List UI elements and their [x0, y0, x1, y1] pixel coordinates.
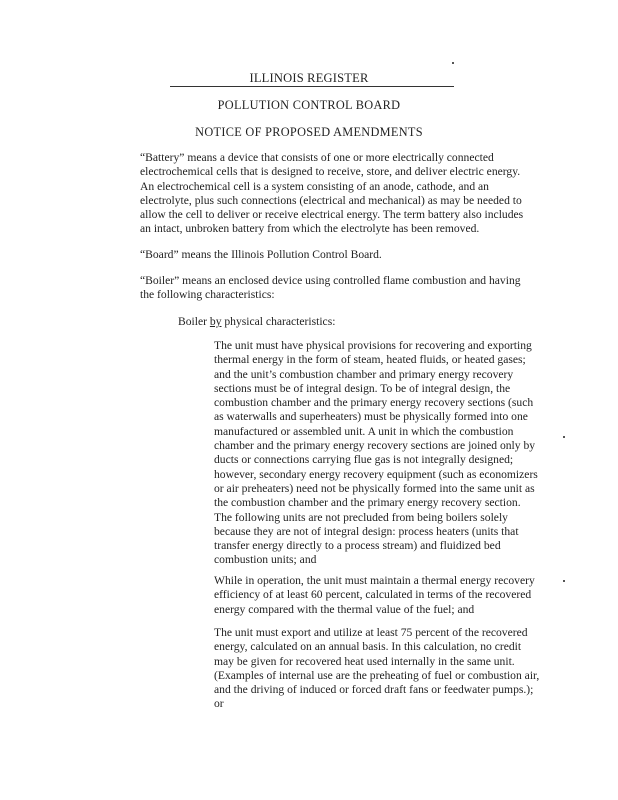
definition-boiler	[140, 274, 526, 303]
boiler-subheading-rest: physical characteristics:	[221, 315, 336, 328]
boiler-item-export	[214, 626, 540, 712]
definition-battery-text: “Battery” means a device that consists of one or more electrically connected electrochemical cells that is designed to receive, store, and deliver electric energy. An electrochemical cell is a system consisting of an anode, cathode, and an electrolyte, plus such connections (electrical and mechanical) as may be needed to allow the cell to deliver or receive electrical energy. The term battery also includes an intact, unbroken battery from which the electrolyte has been removed.	[140, 151, 524, 236]
scan-speck	[563, 436, 565, 438]
register-title: ILLINOIS REGISTER	[249, 71, 369, 85]
boiler-subheading-inserted-word: by	[209, 315, 222, 328]
scan-speck	[452, 62, 454, 64]
definition-board	[140, 248, 526, 262]
boiler-item-export-text: The unit must export and utilize at least 75 percent of the recovered energy, calculated on an annual basis. In this calculation, no credit may be given for recovered heat used internally in the same unit. (Examples of internal use are the preheating of fuel or combustion air, and the driving of induced or forced draft fans or feedwater pumps.); or	[214, 626, 540, 711]
boiler-item-integral-design-text: The unit must have physical provisions for recovering and exporting thermal energy in the form of steam, heated fluids, or heated gases; and the unit’s combustion chamber and primary energy recovery sections must be of integral design. To be of integral design, the combustion chamber and the primary energy recovery sections (such as waterwalls and superheaters) must be physically formed into one manufactured or assembled unit. A unit in which the combustion chamber and the primary energy recovery sections are joined only by ducts or connections carrying flue gas is not integrally designed; however, secondary energy recovery equipment (such as economizers or air preheaters) need not be physically formed into the same unit as the combustion chamber and the primary energy recovery section. The following units are not precluded from being boilers solely because they are not of integral design: process heaters (units that transfer energy directly to a process stream) and fluidized bed combustion units; and	[214, 339, 538, 567]
definition-battery	[140, 151, 526, 237]
notice-heading: NOTICE OF PROPOSED AMENDMENTS	[195, 125, 423, 139]
definition-board-text: “Board” means the Illinois Pollution Control Board.	[140, 248, 382, 261]
header-rule	[170, 86, 454, 87]
boiler-item-efficiency-text: While in operation, the unit must maintain a thermal energy recovery efficiency of at least 60 percent, calculated in terms of the recovered energy compared with the thermal value of the fuel; and	[214, 574, 535, 616]
boiler-subheading-lead: Boiler	[178, 315, 210, 328]
scan-speck	[563, 580, 565, 582]
boiler-item-integral-design	[214, 339, 540, 568]
boiler-subheading	[178, 315, 335, 329]
agency-heading: POLLUTION CONTROL BOARD	[217, 98, 401, 112]
definition-boiler-text: “Boiler” means an enclosed device using controlled flame combustion and having the following characteristics:	[140, 274, 521, 302]
boiler-item-efficiency	[214, 574, 540, 617]
